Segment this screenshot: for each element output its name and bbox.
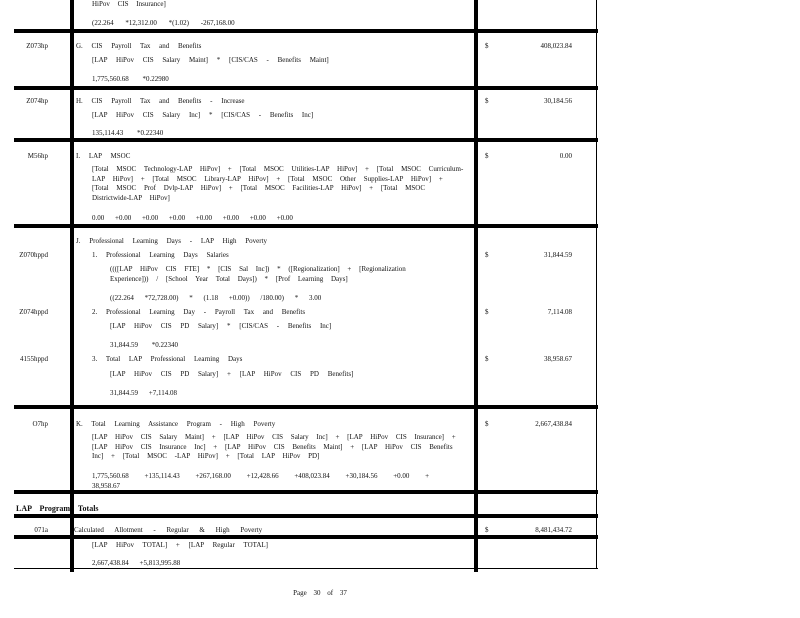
- top-block-line: HiPov CIS Insurance]: [92, 0, 166, 8]
- pld-code: Z074hppd: [19, 308, 48, 316]
- row-formula: [LAP HiPov CIS Salary Inc] * [CIS/CAS - Benefits Inc]: [92, 111, 314, 119]
- row-amount: 2,667,438.84: [535, 420, 572, 428]
- pld-values: 31,844.59 *0.22340: [110, 341, 178, 349]
- row-divider: [14, 86, 598, 90]
- page-footer: [0, 589, 640, 597]
- row-divider: [14, 535, 598, 539]
- pld-code: Z070hppd: [19, 251, 48, 259]
- row-label: G. CIS Payroll Tax and Benefits: [76, 42, 202, 50]
- row-label: H. CIS Payroll Tax and Benefits - Increase: [76, 97, 245, 105]
- row-divider: [14, 224, 598, 228]
- row-formula: [LAP HiPov TOTAL] + [LAP Regular TOTAL]: [92, 541, 269, 549]
- row-formula: [LAP HiPov CIS Salary Maint] + [LAP HiPov CIS Salary Inc] + [LAP HiPov CIS Insurance] + [LAP HiPov CIS Insurance Inc] + [LAP HiPov CIS Benefits Maint] + [LAP HiPov CIS Benefits Inc] + [Total MSOC -LAP HiPov] + [Total LAP HiPov PD]: [92, 433, 456, 460]
- row-label: I. LAP MSOC: [76, 152, 131, 160]
- dollar-sign: $: [485, 152, 489, 160]
- dollar-sign: $: [485, 526, 489, 534]
- row-divider: [14, 29, 598, 33]
- row-code: O7hp: [32, 420, 48, 428]
- row-divider: [14, 405, 598, 409]
- row-formula: [LAP HiPov CIS Salary Maint] * [CIS/CAS - Benefits Maint]: [92, 56, 329, 64]
- row-amount: 8,481,434.72: [535, 526, 572, 534]
- dollar-sign: $: [485, 420, 489, 428]
- row-divider: [14, 138, 598, 142]
- pld-header: J. Professional Learning Days - LAP High Poverty: [76, 237, 268, 245]
- row-code: Z074hp: [26, 97, 48, 105]
- dollar-sign: $: [485, 251, 489, 259]
- pld-label: 3. Total LAP Professional Learning Days: [92, 355, 243, 363]
- pld-code: 4155hppd: [20, 355, 48, 363]
- dollar-sign: $: [485, 308, 489, 316]
- pld-amount: 38,958.67: [544, 355, 572, 363]
- total-pages: 37: [339, 589, 347, 597]
- pld-formula: [LAP HiPov CIS PD Salary] * [CIS/CAS - Benefits Inc]: [110, 322, 332, 330]
- row-label: Calculated Allotment - Regular & High Poverty: [74, 526, 263, 534]
- row-values: 1,775,560.68 *0.22980: [92, 75, 169, 83]
- pld-formula: ((([LAP HiPov CIS FTE] * [CIS Sal Inc]) * ([Regionalization] + [Regionalization Experience])) / [School Year Total Days]) * [Prof Learning Days]: [110, 265, 406, 283]
- row-code: Z073hp: [26, 42, 48, 50]
- dollar-sign: $: [485, 42, 489, 50]
- table-bottom-border: [14, 568, 598, 569]
- of-label: of: [327, 589, 334, 597]
- pld-amount: 31,844.59: [544, 251, 572, 259]
- row-amount: 0.00: [559, 152, 572, 160]
- top-block-values: (22.264 *12,312.00 *(1.02) -267,168.00: [92, 19, 235, 27]
- row-formula: [Total MSOC Technology-LAP HiPov] + [Total MSOC Utilities-LAP HiPov] + [Total MSOC Curriculum-LAP HiPov] + [Total MSOC Library-LAP HiPov] + [Total MSOC Other Supplies-LAP HiPov] + [Total MSOC Prof Dvlp-LAP HiPov] + [Total MSOC Facilities-LAP HiPov] + [Total MSOC Districtwide-LAP HiPov]: [92, 165, 464, 202]
- row-divider: [14, 514, 598, 518]
- row-values: 0.00 +0.00 +0.00 +0.00 +0.00 +0.00 +0.00 +0.00: [92, 214, 293, 222]
- section-title: LAP Program Totals: [16, 504, 99, 513]
- pld-formula: [LAP HiPov CIS PD Salary] + [LAP HiPov CIS PD Benefits]: [110, 370, 354, 378]
- pld-values: 31,844.59 +7,114.08: [110, 389, 177, 397]
- page-number: 30: [313, 589, 321, 597]
- row-amount: 30,184.56: [544, 97, 572, 105]
- row-code: 071a: [34, 526, 48, 534]
- pld-amount: 7,114.08: [547, 308, 572, 316]
- row-code: M56hp: [27, 152, 48, 160]
- row-amount: 408,023.84: [540, 42, 572, 50]
- row-values: 2,667,438.84 +5,813,995.88: [92, 559, 181, 567]
- page-label: Page: [293, 589, 307, 597]
- row-values: 135,114.43 *0.22340: [92, 129, 164, 137]
- pld-label: 2. Professional Learning Day - Payroll Tax and Benefits: [92, 308, 306, 316]
- row-divider: [14, 490, 598, 494]
- pld-label: 1. Professional Learning Days Salaries: [92, 251, 229, 259]
- row-values: 1,775,560.68 +135,114.43 +267,168.00 +12,428.66 +408,023.84 +30,184.56 +0.00 + 38,958.67: [92, 472, 430, 490]
- pld-values: ((22.264 *72,728.00) * (1.18 +0.00)) /180.00) * 3.00: [110, 294, 322, 302]
- row-label: K. Total Learning Assistance Program - High Poverty: [76, 420, 276, 428]
- dollar-sign: $: [485, 355, 489, 363]
- dollar-sign: $: [485, 97, 489, 105]
